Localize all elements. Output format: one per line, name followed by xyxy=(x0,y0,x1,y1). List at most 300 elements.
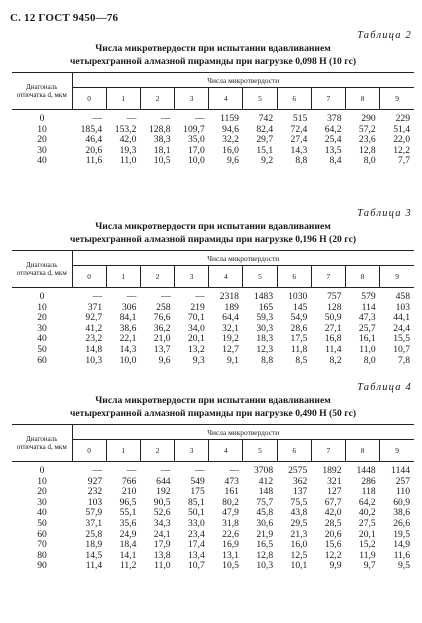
column-header: 0 xyxy=(72,88,106,110)
table-cell: 1144 xyxy=(391,465,410,476)
table-cell: 22,6 xyxy=(222,528,239,540)
data-table xyxy=(12,424,414,574)
column-header: 4 xyxy=(209,440,243,462)
table-row xyxy=(12,540,414,551)
table-cell: 23,6 xyxy=(358,134,376,146)
table-cell: 103 xyxy=(87,496,103,508)
table-cell: 43,8 xyxy=(290,507,308,519)
table-cell: 23,4 xyxy=(187,528,205,540)
table-cell: 21,3 xyxy=(290,528,308,540)
table-cell: 24,4 xyxy=(393,322,410,334)
table-cell: 41,2 xyxy=(85,322,103,334)
table-cell: 20,1 xyxy=(358,528,376,540)
table-row xyxy=(12,345,414,356)
table-cell: 21,9 xyxy=(256,528,274,540)
table-cell: 7,8 xyxy=(398,354,410,366)
table-row xyxy=(12,146,414,157)
table-cell: 9,9 xyxy=(329,560,342,572)
table-cell: — xyxy=(195,113,205,124)
table-cell: 52,6 xyxy=(153,507,171,519)
table-cell: 128 xyxy=(327,301,342,313)
table-row xyxy=(12,288,414,303)
table-cell: 19,2 xyxy=(222,333,239,345)
table-cell: 14,9 xyxy=(393,539,410,551)
table-cell: 30,6 xyxy=(256,517,274,529)
table-cell: 219 xyxy=(190,301,205,313)
table-cell: 145 xyxy=(292,301,308,313)
table-cell: 46,4 xyxy=(85,134,103,146)
table-cell: 1030 xyxy=(288,291,308,302)
table-cell: 153,2 xyxy=(114,123,137,135)
column-header: 8 xyxy=(346,266,380,288)
table-cell: 28,6 xyxy=(290,322,308,334)
row-label: 10 xyxy=(37,475,47,487)
table-cell: 40,2 xyxy=(358,507,376,519)
table-cell: 13,1 xyxy=(222,549,239,561)
table-cell: 64,4 xyxy=(222,312,239,324)
table-cell: 2575 xyxy=(288,465,308,476)
table-row xyxy=(12,156,414,169)
table-cell: 11,4 xyxy=(85,560,103,572)
table-cell: 30,3 xyxy=(256,322,274,334)
table-cell: 9,7 xyxy=(363,560,376,572)
column-header: 4 xyxy=(209,88,243,110)
table-cell: 20,6 xyxy=(324,528,342,540)
table-cell: 59,3 xyxy=(256,312,274,324)
table-cell: 8,0 xyxy=(363,155,376,167)
table-row xyxy=(12,334,414,345)
table-cell: 10,7 xyxy=(393,343,410,355)
table-cell: 42,0 xyxy=(324,507,342,519)
table-cell: 12,2 xyxy=(393,144,410,156)
table-cell: 38,6 xyxy=(119,322,137,334)
table-row xyxy=(12,561,414,574)
table-cell: 23,2 xyxy=(85,333,103,345)
table-cell: 10,3 xyxy=(85,354,103,366)
column-header: 3 xyxy=(175,266,209,288)
table-row xyxy=(12,508,414,519)
table-cell: 103 xyxy=(395,301,410,313)
table-cell: — xyxy=(126,291,137,302)
table-row xyxy=(12,519,414,530)
table-cell: 13,5 xyxy=(324,144,342,156)
table-cell: 8,8 xyxy=(261,354,274,366)
column-header: 9 xyxy=(380,88,414,110)
table-cell: 258 xyxy=(156,301,171,313)
table-cell: 16,0 xyxy=(290,539,308,551)
column-header: 5 xyxy=(243,88,277,110)
data-table xyxy=(12,72,414,169)
table-cell: 25,7 xyxy=(358,322,376,334)
column-header: 0 xyxy=(72,266,106,288)
row-header: Диагональ отпечатка d, мкм xyxy=(12,251,72,288)
table-cell: 210 xyxy=(121,486,137,498)
table-cell: 371 xyxy=(87,301,103,313)
row-label: 0 xyxy=(39,291,45,302)
table-cell: 47,9 xyxy=(222,507,239,519)
table-cell: 165 xyxy=(258,301,274,313)
table-cell: 766 xyxy=(121,475,137,487)
column-header: 9 xyxy=(380,440,414,462)
row-label: 60 xyxy=(37,528,47,540)
table-cell: 12,8 xyxy=(256,549,274,561)
table-number: Таблица 4 xyxy=(357,382,412,393)
table-cell: 27,5 xyxy=(358,517,376,529)
table-cell: 18,1 xyxy=(153,144,171,156)
table-cell: 15,2 xyxy=(358,539,376,551)
table-cell: 37,1 xyxy=(85,517,103,529)
table-cell: 11,8 xyxy=(290,343,308,355)
column-header: 2 xyxy=(140,440,174,462)
table-cell: 34,3 xyxy=(153,517,171,529)
table-cell: 29,5 xyxy=(290,517,308,529)
table-cell: 27,4 xyxy=(290,134,308,146)
table-cell: 15,6 xyxy=(324,539,342,551)
table-cell: 29,7 xyxy=(256,134,274,146)
row-label: 10 xyxy=(37,123,47,135)
column-group-header: Числа микротвердости xyxy=(72,251,414,266)
table-cell: 12,8 xyxy=(358,144,376,156)
table-cell: 11,9 xyxy=(359,549,376,561)
row-label: 40 xyxy=(37,507,47,519)
table-cell: 3708 xyxy=(253,465,274,476)
row-header: Диагональ отпечатка d, мкм xyxy=(12,73,72,110)
table-cell: 17,4 xyxy=(187,539,205,551)
table-row xyxy=(12,324,414,335)
table-row xyxy=(12,125,414,136)
column-header: 5 xyxy=(243,440,277,462)
table-cell: 9,2 xyxy=(261,155,274,167)
table-cell: 85,1 xyxy=(187,496,205,508)
row-label: 90 xyxy=(37,560,47,572)
table-cell: 25,4 xyxy=(324,134,342,146)
table-cell: 82,4 xyxy=(256,123,274,135)
table-cell: 18,4 xyxy=(119,539,137,551)
column-group-header: Числа микротвердости xyxy=(72,425,414,440)
table-cell: — xyxy=(195,465,205,476)
table-cell: — xyxy=(229,465,239,476)
table-cell: 32,1 xyxy=(222,322,239,334)
table-cell: 90,5 xyxy=(153,496,171,508)
table-cell: 8,5 xyxy=(295,354,308,366)
table-cell: 42,0 xyxy=(119,134,137,146)
table-cell: 35,6 xyxy=(119,517,137,529)
table-cell: 22,0 xyxy=(393,134,410,146)
row-label: 10 xyxy=(37,301,47,313)
table-cell: 8,8 xyxy=(295,155,308,167)
table-cell: 14,3 xyxy=(290,144,308,156)
table-cell: 13,7 xyxy=(153,343,171,355)
table-cell: 32,2 xyxy=(222,134,239,146)
table-cell: 12,2 xyxy=(324,549,342,561)
table-cell: — xyxy=(160,113,171,124)
table-cell: 55,1 xyxy=(119,507,137,519)
table-row xyxy=(12,498,414,509)
table-cell: 84,1 xyxy=(119,312,137,324)
row-label: 20 xyxy=(37,486,47,498)
column-header: 8 xyxy=(346,440,380,462)
table-cell: 286 xyxy=(361,475,376,487)
table-cell: 290 xyxy=(361,113,376,124)
table-cell: 137 xyxy=(292,486,308,498)
table-row xyxy=(12,530,414,541)
column-header: 2 xyxy=(140,266,174,288)
table-cell: 17,5 xyxy=(290,333,308,345)
column-header: 1 xyxy=(106,88,140,110)
table-cell: — xyxy=(126,465,137,476)
column-header: 9 xyxy=(380,266,414,288)
table-cell: 110 xyxy=(395,486,410,498)
row-label: 50 xyxy=(37,517,47,529)
table-cell: 2318 xyxy=(219,291,239,302)
row-label: 0 xyxy=(39,465,45,476)
table-number: Таблица 2 xyxy=(357,30,412,41)
table-cell: 11,6 xyxy=(85,155,103,167)
table-cell: 20,1 xyxy=(187,333,205,345)
table-cell: 114 xyxy=(361,301,376,313)
table-row xyxy=(12,356,414,369)
table-cell: 118 xyxy=(361,486,376,498)
table-cell: 14,5 xyxy=(85,549,103,561)
column-header: 1 xyxy=(106,440,140,462)
table-caption-line: Числа микротвердости при испытании вдавливанием xyxy=(95,43,331,54)
table-cell: 96,5 xyxy=(119,496,137,508)
table-cell: 7,7 xyxy=(398,155,410,167)
table-row xyxy=(12,477,414,488)
table-cell: 10,5 xyxy=(222,560,239,572)
column-header: 8 xyxy=(346,88,380,110)
table-cell: 34,0 xyxy=(187,322,205,334)
table-cell: 75,7 xyxy=(256,496,274,508)
table-cell: 229 xyxy=(395,113,410,124)
table-cell: 192 xyxy=(156,486,171,498)
page-header: С. 12 ГОСТ 9450—76 xyxy=(10,12,119,24)
column-header: 2 xyxy=(140,88,174,110)
table-cell: 321 xyxy=(327,475,342,487)
table-cell: 11,0 xyxy=(119,155,137,167)
column-header: 5 xyxy=(243,266,277,288)
row-label: 40 xyxy=(37,155,47,167)
column-header: 6 xyxy=(277,88,311,110)
table-row xyxy=(12,313,414,324)
table-cell: 75,5 xyxy=(290,496,308,508)
row-label: 0 xyxy=(39,113,45,124)
table-cell: 189 xyxy=(224,301,239,313)
data-table xyxy=(12,250,414,368)
table-cell: — xyxy=(92,291,103,302)
table-cell: 9,6 xyxy=(226,155,239,167)
table-cell: 9,3 xyxy=(192,354,205,366)
table-caption-line: Числа микротвердости при испытании вдавливанием xyxy=(95,395,331,406)
table-cell: — xyxy=(195,291,205,302)
table-cell: 51,4 xyxy=(393,123,410,135)
table-cell: 473 xyxy=(224,475,239,487)
table-cell: 18,3 xyxy=(256,333,274,345)
column-group-header: Числа микротвердости xyxy=(72,73,414,88)
row-label: 30 xyxy=(37,144,47,156)
table-caption xyxy=(12,221,414,246)
table-cell: 14,3 xyxy=(119,343,137,355)
table-cell: 8,2 xyxy=(329,354,342,366)
table-caption xyxy=(12,43,414,68)
table-cell: 458 xyxy=(395,291,410,302)
table-cell: 15,1 xyxy=(256,144,274,156)
table-cell: — xyxy=(92,113,103,124)
column-header: 7 xyxy=(311,266,345,288)
row-label: 40 xyxy=(37,333,47,345)
table-cell: 45,8 xyxy=(256,507,274,519)
table-cell: 20,6 xyxy=(85,144,103,156)
column-header: 7 xyxy=(311,440,345,462)
table-cell: — xyxy=(160,291,171,302)
table-cell: 10,0 xyxy=(119,354,137,366)
table-row xyxy=(12,135,414,146)
table-cell: 10,7 xyxy=(187,560,205,572)
table-cell: 54,9 xyxy=(290,312,308,324)
table-cell: 549 xyxy=(190,475,205,487)
table-cell: 11,4 xyxy=(325,343,342,355)
table-cell: 15,5 xyxy=(393,333,410,345)
table-caption xyxy=(12,395,414,420)
table-cell: 35,0 xyxy=(187,134,205,146)
row-header: Диагональ отпечатка d, мкм xyxy=(12,425,72,462)
column-header: 3 xyxy=(175,88,209,110)
row-label: 60 xyxy=(37,354,47,366)
table-cell: 12,3 xyxy=(256,343,274,355)
table-cell: 44,1 xyxy=(393,312,410,324)
table-cell: 16,9 xyxy=(222,539,239,551)
table-cell: 306 xyxy=(121,301,137,313)
row-label: 30 xyxy=(37,496,47,508)
table-cell: — xyxy=(126,113,137,124)
table-3-block xyxy=(12,208,414,368)
table-cell: 257 xyxy=(395,475,410,487)
column-header: 4 xyxy=(209,266,243,288)
table-caption-line: Числа микротвердости при испытании вдавливанием xyxy=(95,221,331,232)
table-cell: 378 xyxy=(327,113,342,124)
table-caption-line: четырехгранной алмазной пирамиды при нагрузке 0,098 Н (10 гс) xyxy=(69,55,357,67)
table-cell: 27,1 xyxy=(324,322,342,334)
table-cell: 50,9 xyxy=(324,312,342,324)
column-header: 0 xyxy=(72,440,106,462)
table-cell: 11,0 xyxy=(154,560,171,572)
table-cell: 161 xyxy=(224,486,239,498)
table-caption-line: четырехгранной алмазной пирамиды при нагрузке 0,196 Н (20 гс) xyxy=(69,233,357,245)
table-cell: 67,7 xyxy=(324,496,342,508)
table-cell: 515 xyxy=(292,113,308,124)
table-cell: 64,2 xyxy=(358,496,376,508)
table-cell: 9,5 xyxy=(398,560,410,572)
table-cell: 10,1 xyxy=(290,560,308,572)
table-cell: 19,5 xyxy=(393,528,410,540)
table-cell: 94,6 xyxy=(222,123,239,135)
table-cell: 57,9 xyxy=(85,507,103,519)
table-cell: 10,5 xyxy=(153,155,171,167)
table-cell: 362 xyxy=(292,475,308,487)
table-cell: 80,2 xyxy=(222,496,239,508)
table-cell: 17,9 xyxy=(153,539,171,551)
column-header: 3 xyxy=(175,440,209,462)
table-cell: 16,0 xyxy=(222,144,239,156)
row-label: 80 xyxy=(37,549,47,561)
table-row xyxy=(12,487,414,498)
table-row xyxy=(12,303,414,314)
table-cell: 50,1 xyxy=(187,507,205,519)
row-label: 20 xyxy=(37,312,47,324)
table-cell: 175 xyxy=(190,486,205,498)
table-4-block xyxy=(12,382,414,574)
table-cell: 26,6 xyxy=(393,517,410,529)
row-label: 50 xyxy=(37,343,47,355)
table-cell: 127 xyxy=(327,486,342,498)
table-cell: 24,9 xyxy=(119,528,137,540)
table-cell: 21,0 xyxy=(153,333,171,345)
table-cell: 19,3 xyxy=(119,144,137,156)
table-cell: — xyxy=(92,465,103,476)
table-cell: 57,2 xyxy=(358,123,376,135)
table-cell: 128,8 xyxy=(148,123,171,135)
row-label: 20 xyxy=(37,134,47,146)
column-header: 6 xyxy=(277,266,311,288)
table-cell: 16,5 xyxy=(256,539,274,551)
table-cell: 8,4 xyxy=(329,155,342,167)
table-cell: 31,8 xyxy=(222,517,239,529)
table-cell: 742 xyxy=(258,113,274,124)
table-cell: 12,7 xyxy=(222,343,239,355)
table-cell: 10,3 xyxy=(256,560,274,572)
table-cell: 92,7 xyxy=(85,312,103,324)
table-cell: 11,0 xyxy=(359,343,376,355)
table-cell: 14,1 xyxy=(119,549,137,561)
table-cell: 11,2 xyxy=(119,560,137,572)
table-cell: 16,8 xyxy=(324,333,342,345)
table-cell: 757 xyxy=(327,291,342,302)
table-number: Таблица 3 xyxy=(357,208,412,219)
table-cell: 9,6 xyxy=(158,354,171,366)
table-cell: — xyxy=(160,465,171,476)
table-cell: 1483 xyxy=(253,291,274,302)
table-cell: 185,4 xyxy=(80,123,103,135)
table-cell: 1892 xyxy=(322,465,342,476)
table-row xyxy=(12,462,414,477)
table-cell: 36,2 xyxy=(153,322,171,334)
table-cell: 109,7 xyxy=(183,123,205,135)
table-cell: 70,1 xyxy=(187,312,205,324)
table-cell: 64,2 xyxy=(324,123,342,135)
table-cell: 13,8 xyxy=(153,549,171,561)
table-cell: 13,4 xyxy=(187,549,205,561)
table-cell: 72,4 xyxy=(290,123,308,135)
table-cell: 38,3 xyxy=(153,134,171,146)
row-label: 30 xyxy=(37,322,47,334)
table-cell: 60,9 xyxy=(393,496,410,508)
column-header: 1 xyxy=(106,266,140,288)
table-cell: 33,0 xyxy=(187,517,205,529)
table-cell: 14,8 xyxy=(85,343,103,355)
table-cell: 25,8 xyxy=(85,528,103,540)
table-row xyxy=(12,551,414,562)
table-row xyxy=(12,110,414,125)
table-cell: 927 xyxy=(87,475,103,487)
table-cell: 412 xyxy=(258,475,274,487)
table-cell: 1159 xyxy=(220,113,239,124)
table-cell: 18,9 xyxy=(85,539,103,551)
table-cell: 644 xyxy=(156,475,171,487)
column-header: 7 xyxy=(311,88,345,110)
table-cell: 28,5 xyxy=(324,517,342,529)
table-caption-line: четырехгранной алмазной пирамиды при нагрузке 0,490 Н (50 гс) xyxy=(69,407,357,419)
table-cell: 76,6 xyxy=(153,312,171,324)
